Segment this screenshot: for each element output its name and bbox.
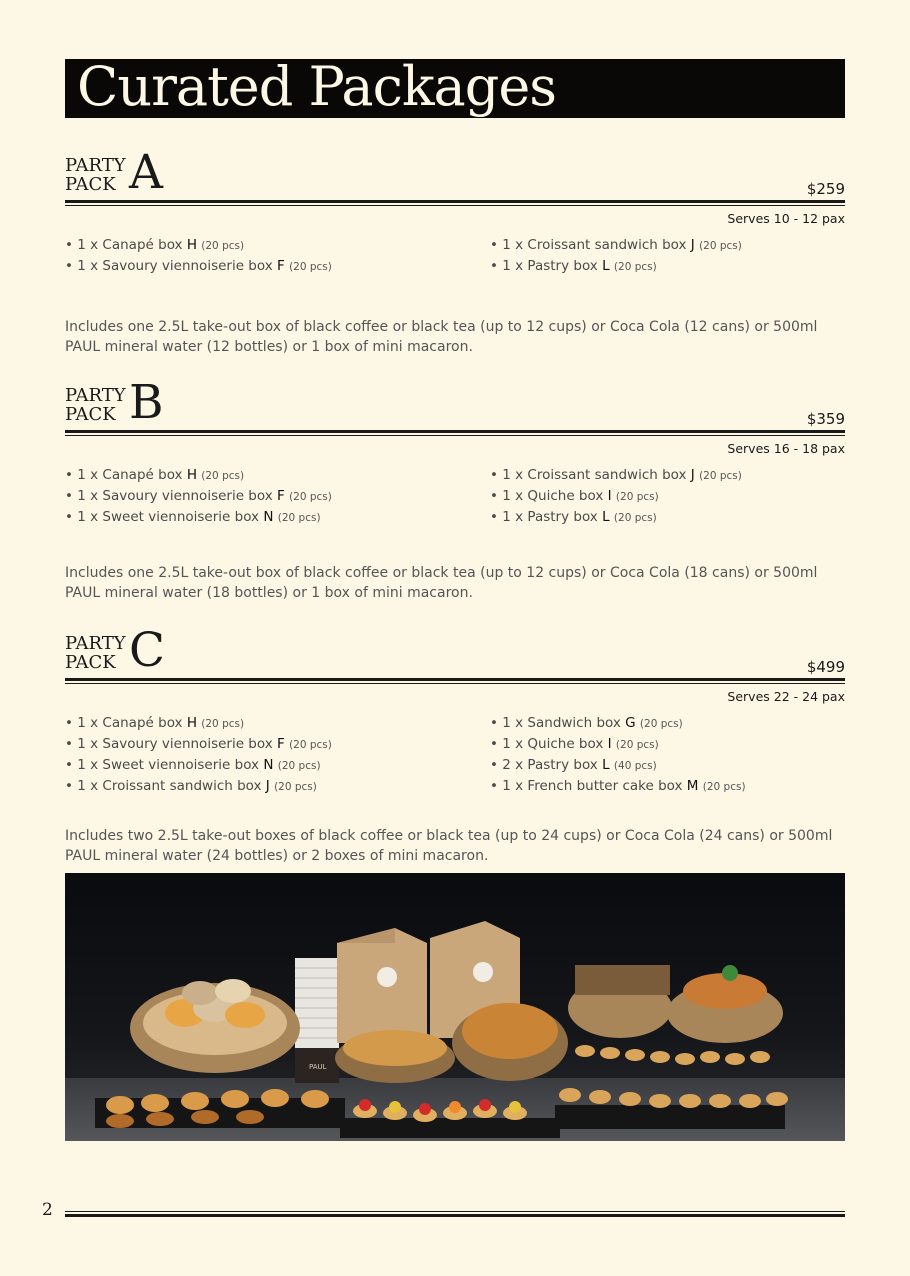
pack-price: $499 — [806, 658, 845, 676]
list-item: • 1 x Sweet viennoiserie box N (20 pcs) — [65, 509, 321, 525]
pack-label-top: PARTY — [65, 633, 126, 654]
list-item: • 1 x French butter cake box M (20 pcs) — [490, 778, 746, 794]
pack-label-top: PARTY — [65, 385, 126, 406]
pack-label-bottom: PACK — [65, 652, 116, 673]
pack-header — [65, 375, 845, 430]
list-item: • 1 x Croissant sandwich box J (20 pcs) — [490, 237, 742, 253]
list-item: • 1 x Sandwich box G (20 pcs) — [490, 715, 683, 731]
double-rule — [65, 678, 845, 685]
pack-note: Includes one 2.5L take-out box of black coffee or black tea (up to 12 cups) or Coca Cola (12 cans) or 500ml PAUL mineral water (12 bottles) or 1 box of mini macaron. — [65, 319, 818, 355]
list-item: • 1 x Quiche box I (20 pcs) — [490, 736, 659, 752]
items-left-column — [65, 235, 490, 277]
pack-note: Includes one 2.5L take-out box of black coffee or black tea (up to 12 cups) or Coca Cola (18 cans) or 500ml PAUL mineral water (18 bottles) or 1 box of mini macaron. — [65, 565, 818, 601]
double-rule — [65, 430, 845, 437]
list-item: • 1 x Canapé box H (20 pcs) — [65, 237, 245, 253]
list-item: • 1 x Quiche box I (20 pcs) — [490, 488, 659, 504]
pack-label-bottom: PACK — [65, 174, 116, 195]
serves-text: Serves 22 - 24 pax — [727, 689, 845, 704]
items-right-column — [490, 235, 845, 277]
pack-label-bottom: PACK — [65, 404, 116, 425]
pack-note: Includes two 2.5L take-out boxes of black coffee or black tea (up to 24 cups) or Coca Cola (24 cans) or 500ml PAUL mineral water (24 bottles) or 2 boxes of mini macaron. — [65, 828, 833, 864]
serves-text: Serves 10 - 12 pax — [727, 211, 845, 226]
pack-label — [65, 634, 126, 672]
catering-spread-photo — [65, 873, 845, 1141]
pack-label-top: PARTY — [65, 155, 126, 176]
double-rule — [65, 200, 845, 207]
items-right-column — [490, 465, 845, 528]
list-item: • 1 x Canapé box H (20 pcs) — [65, 715, 245, 731]
page-number: 2 — [42, 1200, 53, 1220]
list-item: • 1 x Canapé box H (20 pcs) — [65, 467, 245, 483]
page-title: Curated Packages — [77, 55, 556, 118]
party-pack-c — [65, 623, 845, 797]
pack-letter: C — [129, 623, 165, 678]
list-item: • 1 x Savoury viennoiserie box F (20 pcs) — [65, 488, 332, 504]
items-left-column — [65, 465, 490, 528]
footer-rule — [65, 1211, 845, 1218]
list-item: • 1 x Pastry box L (20 pcs) — [490, 509, 657, 525]
food-illustration — [65, 873, 845, 1141]
pack-price: $259 — [806, 180, 845, 198]
list-item: • 1 x Savoury viennoiserie box F (20 pcs) — [65, 258, 332, 274]
pack-label — [65, 386, 126, 424]
list-item: • 1 x Savoury viennoiserie box F (20 pcs) — [65, 736, 332, 752]
items-right-column — [490, 713, 845, 797]
items-left-column — [65, 713, 490, 797]
pack-price: $359 — [806, 410, 845, 428]
list-item: • 1 x Croissant sandwich box J (20 pcs) — [490, 467, 742, 483]
pack-letter: B — [129, 375, 164, 430]
title-banner — [65, 55, 845, 118]
pack-header — [65, 623, 845, 678]
list-item: • 1 x Sweet viennoiserie box N (20 pcs) — [65, 757, 321, 773]
pack-header — [65, 145, 845, 200]
list-item: • 2 x Pastry box L (40 pcs) — [490, 757, 657, 773]
serves-text: Serves 16 - 18 pax — [727, 441, 845, 456]
list-item: • 1 x Pastry box L (20 pcs) — [490, 258, 657, 274]
party-pack-a — [65, 145, 845, 277]
pack-label — [65, 156, 126, 194]
cup-logo: PAUL — [309, 1063, 327, 1071]
party-pack-b — [65, 375, 845, 528]
list-item: • 1 x Croissant sandwich box J (20 pcs) — [65, 778, 317, 794]
pack-letter: A — [129, 145, 163, 200]
